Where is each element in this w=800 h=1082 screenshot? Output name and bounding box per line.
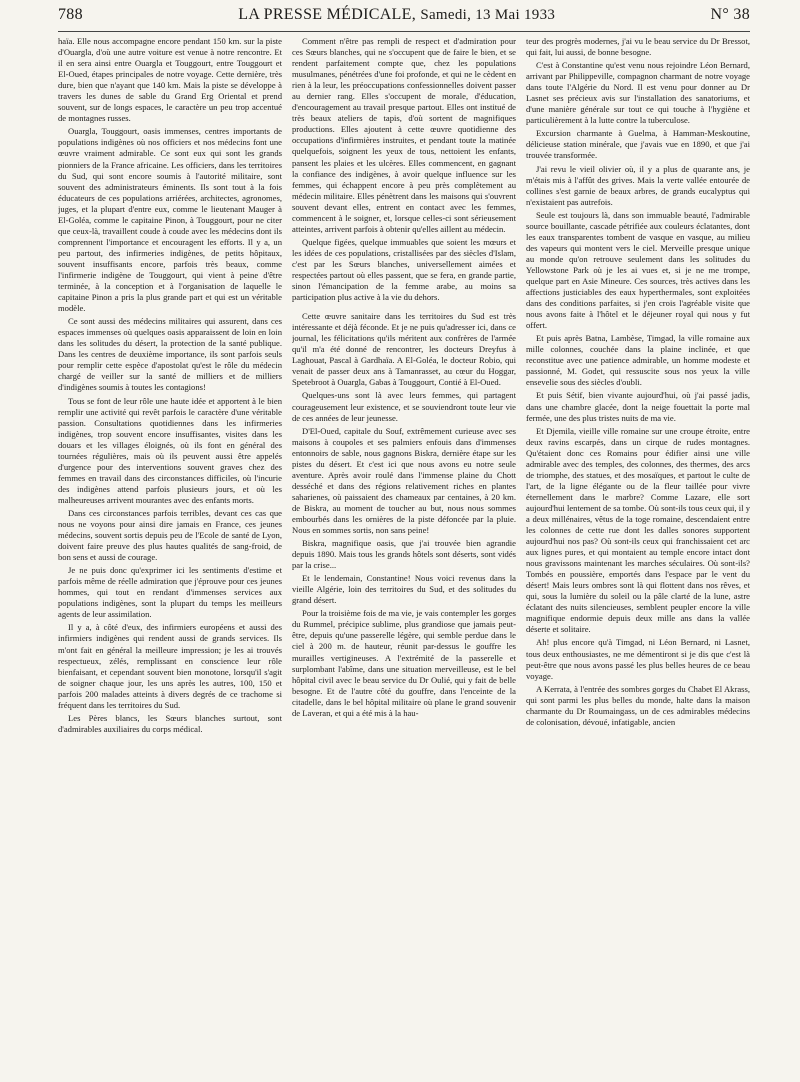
article-paragraph: Pour la troisième fois de ma vie, je vais contempler les gorges du Rummel, précipice sublime, plus grandiose que jamais peut-être, depuis qu'une passerelle légère, qui semble perdue dans le ciel à 200 m. de hauteur, réunit par-dessus le gouffre les murailles vertigineuses. A l'extrémité de la passerelle et surplombant l'abîme, dans une situation merveilleuse, est le bel hôpital civil avec le beau service du Dr Oulié, qui y fait de belle besogne. Et de l'autre côté du gouffre, dans l'enceinte de la citadelle, dans le bel hôpital militaire où plane le grand souvenir de Laveran, et qui a été mis à la hau- (292, 608, 516, 718)
column-left (58, 36, 282, 1072)
page-header (58, 6, 750, 32)
article-paragraph: Ouargla, Touggourt, oasis immenses, centres importants de populations indigènes où nos officiers et nos médecins font une œuvre vraiment admirable. Ce sont eux qui sont les grands pionniers de la France africaine. Les officiers, dans les territoires du Sud, qui sont encore soumis à l'autorité militaire, sont souvent des administrateurs éminents. Ils sont tout à la fois éducateurs de ces populations arriérées, architectes, agronomes, juges, et la plupart d'entre eux, comme le lieutenant Mauger à El-Goléa, comme le capitaine Pinon, à Touggourt, pour ne citer que ceux-là, travaillent coude à coude avec les médecins dont ils comprennent l'importance et encouragent les efforts. Il y a, un peu partout, des infirmeries indigènes, de petits hôpitaux, souvent insuffisants encore, parfois très beaux, comme l'infirmerie indigène de Touggourt, qui vient à peine d'être terminée, à la conception et à l'organisation de laquelle le capitaine Pinon a pris la plus grande part et qui est un véritable modèle. (58, 126, 282, 314)
article-paragraph: teur des progrès modernes, j'ai vu le beau service du Dr Bressot, qui fait, lui aussi, de bonne besogne. (526, 36, 750, 58)
article-paragraph: Cette œuvre sanitaire dans les territoires du Sud est très intéressante et déjà féconde. Et je ne puis qu'adresser ici, dans ce journal, les félicitations qu'ils méritent aux confrères de l'armée qu'il m'a été donné de rencontrer, les docteurs Dreyfus à Laghouat, Pascal à Gardhaïa. A El-Goléa, le docteur Robio, qui venait de passer deux ans à Tamanrasset, au cœur du Hoggar, Spetebroot à Ouargla, Gabas à Touggourt, Contié à El-Oued. (292, 311, 516, 388)
column-right (526, 36, 750, 1072)
article-paragraph: Excursion charmante à Guelma, à Hamman-Meskoutine, délicieuse station minérale, que j'avais vue en 1890, et que j'ai trouvée transformée. (526, 128, 750, 161)
article-paragraph: Il y a, à côté d'eux, des infirmiers européens et aussi des infirmiers indigènes qui rendent aussi de grands services. Ils m'ont fait en général la meilleure impression; je les ai trouvés respectueux, zélés, remplissant en conscience leur rôle bienfaisant, et cependant souvent bien monotone, lorsqu'il s'agit de soigner chaque jour, les uns après les autres, 100, 150 et parfois 200 malades atteints à divers degrés de ce trachome si fréquent dans les territoires du Sud. (58, 622, 282, 710)
page-number: 788 (58, 6, 83, 23)
journal-name: LA PRESSE MÉDICALE, (238, 6, 416, 23)
article-columns (58, 36, 750, 1072)
article-paragraph: A Kerrata, à l'entrée des sombres gorges du Chabet El Akrass, qui sont parmi les plus belles du monde, halte dans la maison charmante du Dr Roumaingass, un de ces admirables médecins de colonisation, dévoué, infatigable, ancien (526, 683, 750, 727)
article-paragraph: Seule est toujours là, dans son immuable beauté, l'admirable source bouillante, cascade pétrifiée aux couleurs éclatantes, dont les eaux transparentes tombent de vasque en vasque, au milieu des vapeurs qui montent vers le ciel. Merveille presque unique au monde qu'on retrouve seulement dans les solitudes du Yellowstone Park où je les ai vues et, si je ne me trompe, quelque part en Asie Mineure. Ces sources, très actives dans les affections justiciables des eaux hyperthermales, sont exploitées dans des conditions parfaites, si j'en crois l'agréable visite que nous avons faite à l'hôtel et le déjeuner royal qui nous y fut offert. (526, 209, 750, 331)
article-paragraph: haïa. Elle nous accompagne encore pendant 150 km. sur la piste d'Ouargla, d'où une autre voiture est venue à notre rencontre. Et il en sera ainsi entre Ouargla et Touggourt, entre Touggourt et El-Oued, étapes principales de notre voyage. Cette dernière, très dure, bien que n'ayant que 140 km. Mais la piste se développe à travers les dunes de sable du Grand Erg Oriental et prend souvent, sur de longs espaces, le caractère un peu trop accentué de montagnes russes. (58, 36, 282, 124)
article-paragraph: Quelque figées, quelque immuables que soient les mœurs et les idées de ces populations, cristallisées par des siècles d'Islam, c'est par les Sœurs blanches, universellement aimées et respectées partout où elles passent, que se fera, en grande partie, sinon l'émancipation de la femme arabe, au moins sa participation plus active à la vie du dehors. (292, 236, 516, 303)
article-paragraph: Ce sont aussi des médecins militaires qui assurent, dans ces espaces immenses où quelques oasis apparaissent de loin en loin dans les solitudes du désert, la protection de la santé publique. Dans les centres de deuxième importance, ils sont parfois seuls pour remplir cette espèce d'apostolat qu'est le rôle du médecin chargé de veiller sur la santé de milliers et de milliers d'indigènes soumis à toutes les contagions! (58, 316, 282, 393)
article-paragraph: Comment n'être pas rempli de respect et d'admiration pour ces Sœurs blanches, qui ne s'occupent que de faire le bien, et se rendent parfaitement compte que, chez les populations musulmanes, pénétrées d'une foi profonde, et qui ne le cèdent en rien à la leur, les préoccupations confessionnelles doivent passer au dernier rang. Elles s'occupent de morale, d'éducation, d'encouragement au travail presque partout. Elles ont institué de très beaux ateliers de tapis, d'où sortent de magnifiques productions. Elles ajoutent à cette œuvre quotidienne des occupations d'infirmières instruites, et pendant toute la matinée quelquefois, soignent les yeux de tous, nettoient les enfants, pansent les plaies et les ulcères. Elles commencent, en gagnant la confiance des indigènes, à avoir quelque influence sur les femmes, qui échappent encore à peu près complètement au médecin militaire. Elles pénètrent dans les maisons qui s'ouvrent souvent devant elles, entrent en contact avec les femmes, commencent à le soigner, et, lorsque celles-ci sont sérieusement atteintes, arrivent parfois à obtenir qu'elles aillent au médecin. (292, 36, 516, 234)
article-paragraph: J'ai revu le vieil olivier où, il y a plus de quarante ans, je m'étais mis à l'affût des grives. Mais la verte vallée entourée de collines s'est garnie de beaux arbres, de grands eucalyptus qui n'existaient pas autrefois. (526, 163, 750, 207)
journal-title (238, 6, 555, 24)
article-paragraph: Je ne puis donc qu'exprimer ici les sentiments d'estime et parfois même de réelle admiration que j'éprouve pour ces jeunes hommes, qui tout en rendant d'immenses services aux populations indigènes, sont la plupart du temps les meilleurs agents de leur assimilation. (58, 565, 282, 620)
article-paragraph: Et Djemila, vieille ville romaine sur une croupe étroite, entre deux ravins escarpés, dans un cirque de rudes montagnes. Qu'étaient donc ces Romains pour édifier ainsi une ville admirable avec des temples, des colonnes, des thermes, des arcs de triomphe, des statues, et des mosaïques, et partout le culte de l'art, de la ligne élégante ou de la fleur taillée pour vivre éternellement dans le marbre? Comme Lazare, elle sort aujourd'hui lentement de sa tombe. Où sont-ils tous ceux qui, il y a deux millénaires, vêtus de la toge romaine, descendaient entre les colonnes de cette rue dont les dalles sonores supportent aujourd'hui nos pas? Où sont-ils ceux qui franchissaient cet arc aux lignes pures, et qui montaient au temple encore intact dont nous gravissons maintenant les marches séculaires. Où sont-ils? Tombés en poussière, emportés dans l'espace par le vent du désert! Mais leurs ombres sont là qui flottent dans nos rêves, et qui, sous la lumière du soleil ou la pâle clarté de la lune, astre éclatant des nuits silencieuses, semblent peupler encore la ville magnifique endormie depuis deux mille ans dans la vallée déserte et solitaire. (526, 425, 750, 635)
article-paragraph: Les Pères blancs, les Sœurs blanches surtout, sont d'admirables auxiliaires du corps médical. (58, 712, 282, 734)
header-rule (58, 31, 750, 32)
column-middle (292, 36, 516, 1072)
article-paragraph: Et le lendemain, Constantine! Nous voici revenus dans la vieille Algérie, loin des territoires du Sud, et des solitudes du grand désert. (292, 573, 516, 606)
article-paragraph: Ah! plus encore qu'à Timgad, ni Léon Bernard, ni Lasnet, tous deux enthousiastes, ne me démentiront si je dis que c'est là peut-être que nous avons passé les plus belles heures de ce beau voyage. (526, 637, 750, 681)
article-paragraph: Et puis après Batna, Lambèse, Timgad, la ville romaine aux mille colonnes, couchée dans la plaine inclinée, et que reconstitue avec une patience admirable, un homme modeste et passionné, M. Godet, qui ressuscite sous nos yeux la ville ensevelie sous des siècles d'oubli. (526, 333, 750, 388)
issue-date: Samedi, 13 Mai 1933 (420, 7, 556, 23)
article-paragraph: Biskra, magnifique oasis, que j'ai trouvée bien agrandie depuis 1890. Mais tous les grands hôtels sont déserts, sont vidés par la crise... (292, 538, 516, 571)
article-paragraph: Dans ces circonstances parfois terribles, devant ces cas que nous ne voyons pour ainsi dire jamais en France, ces jeunes médecins, souvent sortis depuis peu de l'Ecole de santé de Lyon, doivent faire preuve des plus hautes qualités de sang-froid, de bon sens et aussi de courage. (58, 507, 282, 563)
article-paragraph: Quelques-uns sont là avec leurs femmes, qui partagent courageusement leur existence, et se souviendront toute leur vie de ces années de leur jeunesse. (292, 390, 516, 423)
issue-number: N° 38 (710, 6, 750, 23)
article-paragraph: Et puis Sétif, bien vivante aujourd'hui, où j'ai passé jadis, dans une chambre glacée, dont la neige fouettait la porte mal fermée, une des plus tristes nuits de ma vie. (526, 390, 750, 423)
article-paragraph: C'est à Constantine qu'est venu nous rejoindre Léon Bernard, arrivant par Philippeville, compagnon charmant de notre voyage dans toute l'Algérie du Nord. Il est venu pour donner au Dr Lasnet ses précieux avis sur l'installation des sanatoriums, et d'une manière générale sur tout ce qui touche à l'hygiène et particulièrement à la lutte contre la tuberculose. (526, 60, 750, 126)
article-paragraph: Tous se font de leur rôle une haute idée et apportent à le bien remplir une activité qui revêt parfois le caractère d'une véritable passion. Consultations quotidiennes dans les infirmeries indigènes, trop souvent encore insuffisantes, visites dans les douars et les villages éloignés, où ils font en général des tournées régulières, mais où ils peuvent aussi être appelés d'urgence pour des interventions souvent graves chez des femmes en travail dans des circonstances difficiles, où l'incurie des indigènes attend parfois plusieurs jours, et où les malheureuses arrivent mourantes avec des enfants morts. (58, 395, 282, 505)
article-paragraph: D'El-Oued, capitale du Souf, extrêmement curieuse avec ses maisons à coupoles et ses palmiers enfouis dans d'immenses entonnoirs de sable, nous gagnons Biskra, dernière étape sur les pistes du désert. Et c'est ici que nous avons eu notre seule aventure. Après avoir roulé dans l'immense plaine du Chott desséché et dans des régions relativement riches en plantes saharienes, où paissaient des chameaux par centaines, à 20 km. de Biskra, au moment de toucher au but, nous nous sommes embourbés dans les ornières de la piste défoncée par la pluie. Nous en sommes sortis, non sans peine! (292, 425, 516, 536)
